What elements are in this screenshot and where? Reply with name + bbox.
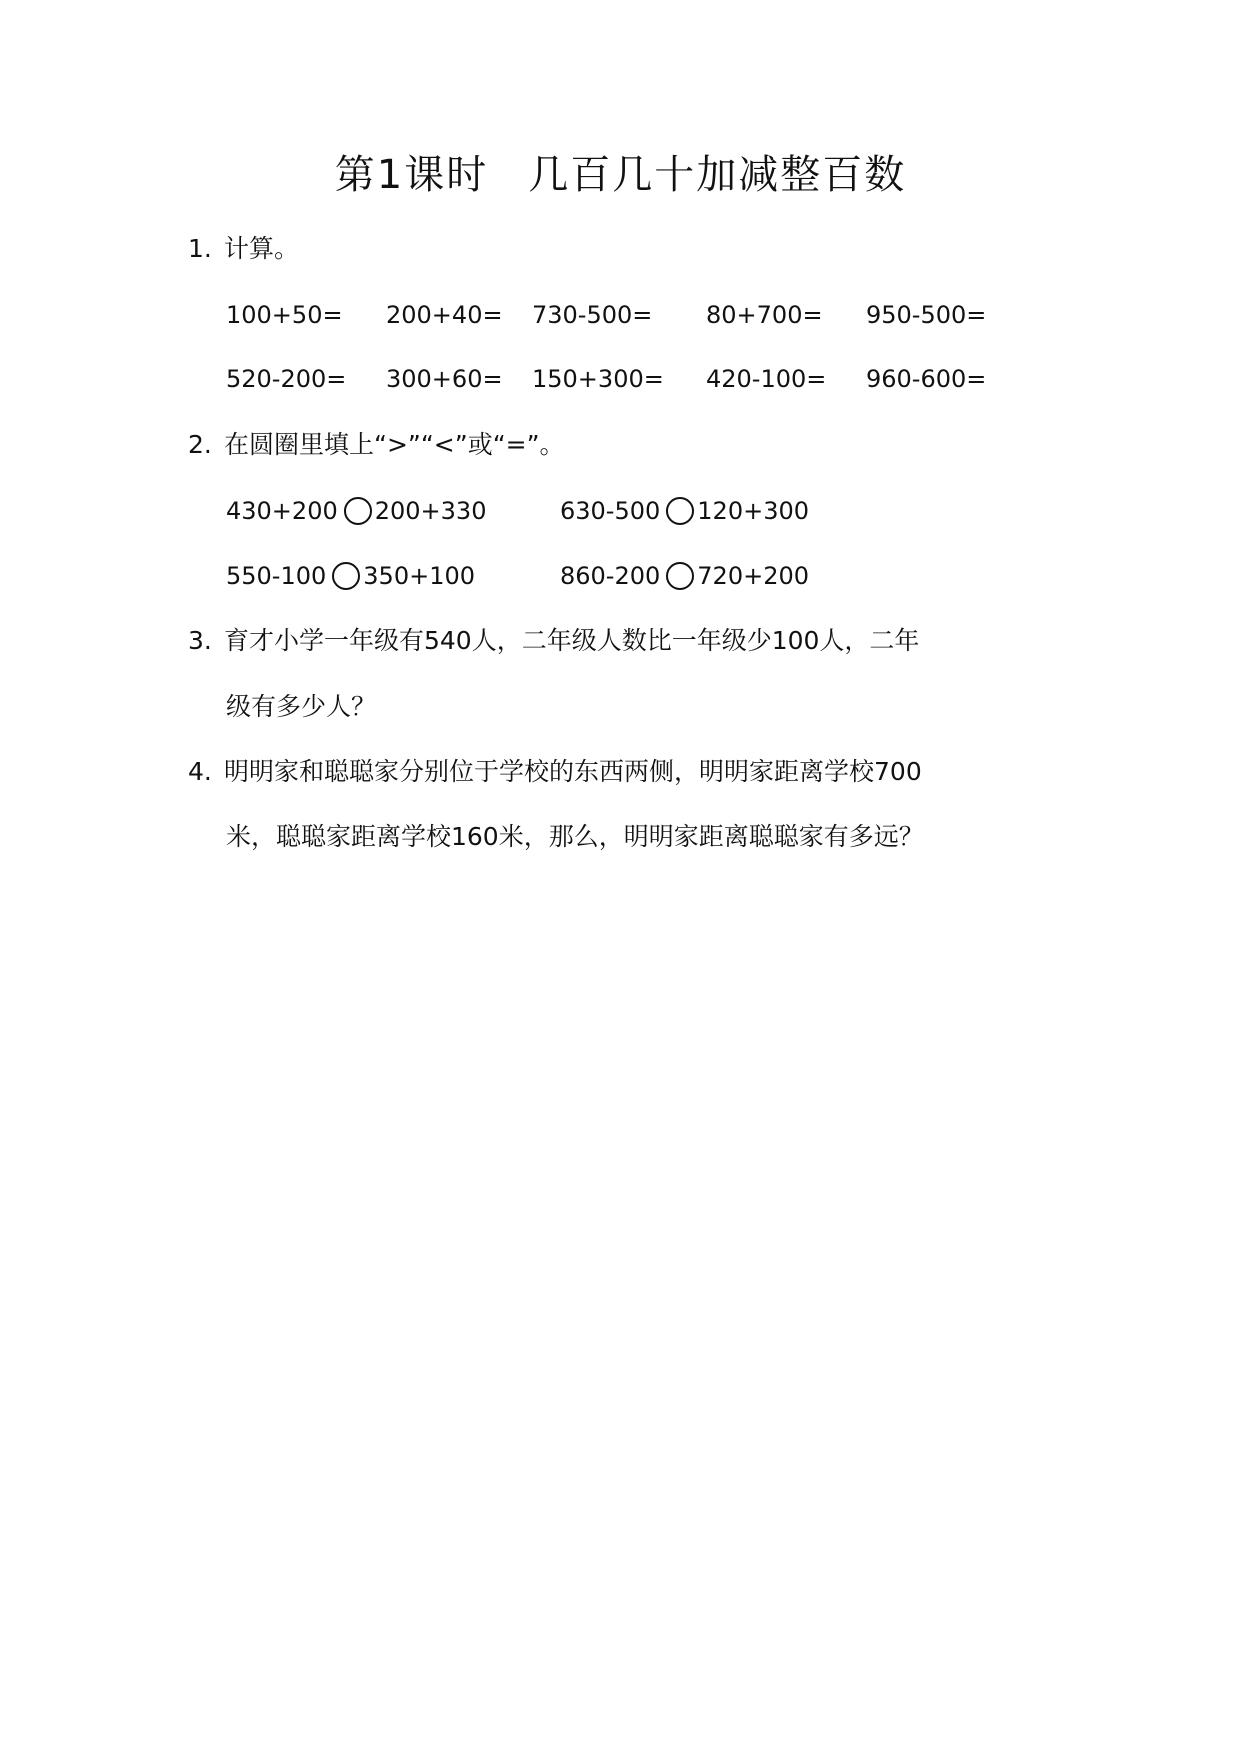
compare-right: 200+330 bbox=[374, 497, 487, 525]
question-1 bbox=[188, 232, 299, 266]
compare-left: 430+200 bbox=[226, 497, 338, 525]
compare-left: 860-200 bbox=[560, 562, 661, 590]
calc-item: 200+40= bbox=[386, 301, 503, 329]
compare-left: 550-100 bbox=[226, 562, 327, 590]
question-3 bbox=[188, 624, 919, 658]
compare-right: 120+300 bbox=[697, 497, 810, 525]
answer-circle[interactable] bbox=[344, 497, 372, 525]
question-text-line-1: 育才小学一年级有540人，二年级人数比一年级少100人，二年 bbox=[224, 626, 920, 655]
question-4 bbox=[188, 755, 922, 789]
answer-circle[interactable] bbox=[666, 562, 694, 590]
calc-item: 100+50= bbox=[226, 301, 343, 329]
compare-right: 350+100 bbox=[363, 562, 476, 590]
question-number: 2. bbox=[188, 430, 212, 459]
question-prompt: 计算。 bbox=[224, 234, 300, 263]
page-title bbox=[0, 150, 1241, 200]
calc-item: 730-500= bbox=[532, 301, 653, 329]
answer-circle[interactable] bbox=[666, 497, 694, 525]
calc-item: 80+700= bbox=[706, 301, 823, 329]
question-number: 1. bbox=[188, 234, 212, 263]
question-text-line-2: 级有多少人？ bbox=[226, 692, 377, 721]
lesson-topic: 几百几十加减整百数 bbox=[528, 152, 907, 198]
calc-item: 420-100= bbox=[706, 365, 827, 393]
compare-item bbox=[560, 494, 809, 528]
question-text-line-2: 米，聪聪家距离学校160米，那么，明明家距离聪聪家有多远？ bbox=[226, 822, 924, 851]
compare-left: 630-500 bbox=[560, 497, 661, 525]
compare-item bbox=[226, 494, 486, 528]
question-number: 3. bbox=[188, 626, 212, 655]
answer-circle[interactable] bbox=[332, 562, 360, 590]
calc-item: 950-500= bbox=[866, 301, 987, 329]
compare-right: 720+200 bbox=[697, 562, 810, 590]
calc-item: 520-200= bbox=[226, 365, 347, 393]
compare-item bbox=[560, 559, 809, 593]
question-text-line-1: 明明家和聪聪家分别位于学校的东西两侧，明明家距离学校700 bbox=[224, 757, 922, 786]
calc-item: 300+60= bbox=[386, 365, 503, 393]
question-prompt: 在圆圈里填上“>”“<”或“=”。 bbox=[224, 430, 565, 459]
lesson-label: 第1课时 bbox=[334, 152, 489, 198]
calc-item: 960-600= bbox=[866, 365, 987, 393]
question-number: 4. bbox=[188, 757, 212, 786]
compare-item bbox=[226, 559, 475, 593]
question-2 bbox=[188, 428, 565, 462]
calc-item: 150+300= bbox=[532, 365, 664, 393]
